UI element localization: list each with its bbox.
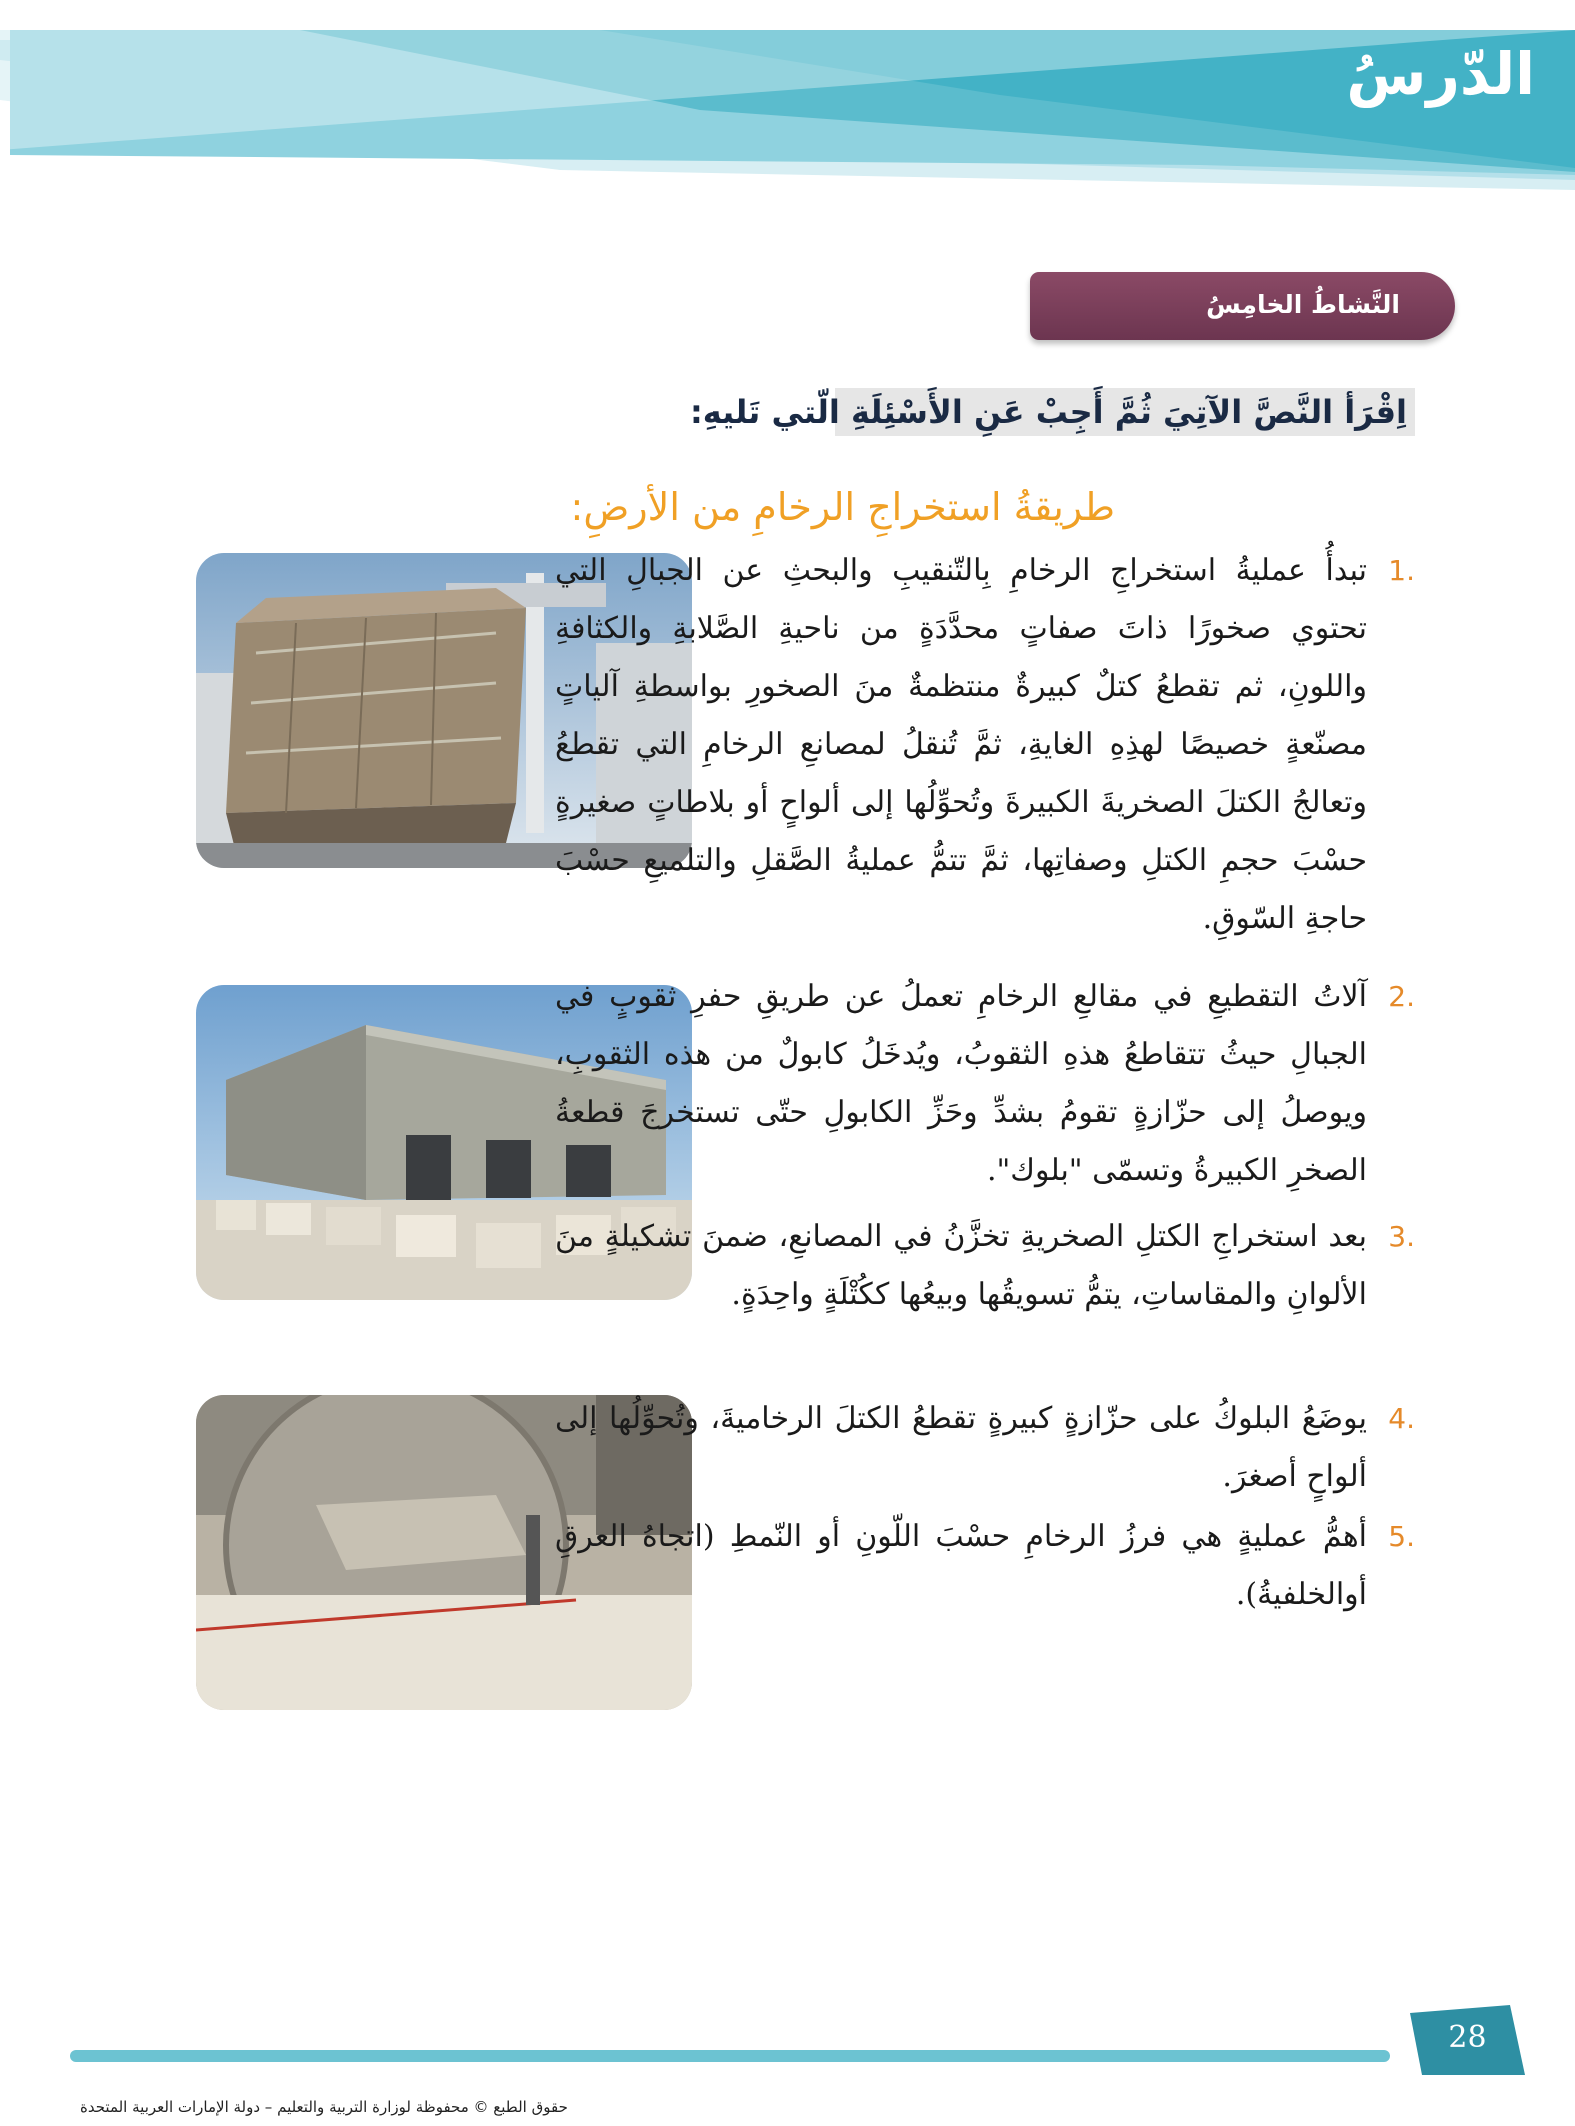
footer-bar [70, 2050, 1390, 2062]
text-item-1 [555, 542, 1415, 948]
item-number: .3 [1388, 1220, 1415, 1253]
section-title: طريقةُ استخراجِ الرخامِ من الأرضِ: [570, 485, 1115, 529]
text-item-4 [555, 1390, 1415, 1506]
copyright-text: حقوق الطبع © محفوظة لوزارة التربية والتعليم – دولة الإمارات العربية المتحدة [80, 2098, 568, 2116]
item-text: آلاتُ التقطيعِ في مقالعِ الرخامِ تعملُ عن طريقِ حفرِ ثقوبٍ في الجبالِ حيثُ تتقاطعُ هذهِ الثقوبُ، ويُدخَلُ كابولٌ من هذه الثقوبِ، ويوصلُ إلى حزّازةٍ تقومُ بشدِّ وحَزِّ الكابولِ حتّى تستخرجَ قطعةُ الصخرِ الكبيرةُ وتسمّى "بلوك". [555, 979, 1367, 1188]
lesson-title: الدّرسُ [1346, 40, 1535, 108]
activity-label: النَّشاطُ الخامِسُ [1206, 290, 1400, 319]
item-text: أهمُّ عمليةٍ هي فرزُ الرخامِ حسْبَ اللّونِ أو النّمطِ (اتجاهُ العرقِ أوالخلفيةُ). [555, 1519, 1367, 1612]
text-item-5 [555, 1508, 1415, 1624]
page-number: 28 [1448, 2020, 1487, 2055]
item-number: .2 [1388, 980, 1415, 1013]
instruction-text: اِقْرَأ النَّصَّ الآتِيَ ثُمَّ أَجِبْ عَنِ الأَسْئِلَةِ الّتي تَليهِ: [835, 388, 1415, 436]
header-banner [0, 0, 1575, 200]
item-number: .5 [1388, 1520, 1415, 1553]
item-number: .4 [1388, 1402, 1415, 1435]
activity-tab [1030, 272, 1455, 340]
item-text: بعد استخراجِ الكتلِ الصخريةِ تخزَّنُ في المصانعِ، ضمنَ تشكيلةٍ منَ الألوانِ والمقاساتِ، يتمُّ تسويقُها وبيعُها ككُتْلَةٍ واحِدَةٍ. [555, 1219, 1367, 1312]
text-item-3 [555, 1208, 1415, 1324]
item-number: .1 [1388, 554, 1415, 587]
item-text: تبدأُ عمليةُ استخراجِ الرخامِ بِالتّنقيبِ والبحثِ عن الجبالِ التي تحتوي صخورًا ذاتَ صفاتٍ محدَّدَةٍ من ناحيةِ الصَّلابةِ والكثافةِ واللونِ، ثم تقطعُ كتلٌ كبيرةٌ منتظمةٌ منَ الصخورِ بواسطةِ آلياتٍ مصنّعةٍ خصيصًا لهذِهِ الغايةِ، ثمَّ تُنقلُ لمصانعِ الرخامِ التي تقطعُ وتعالجُ الكتلَ الصخريةَ الكبيرةَ وتُحوِّلُها إلى ألواحٍ أو بلاطاتٍ صغيرةٍ حسْبَ حجمِ الكتلِ وصفاتِها، ثمَّ تتمُّ عمليةُ الصَّقلِ والتلميعِ حسْبَ حاجةِ السّوقِ. [555, 553, 1367, 936]
text-item-2 [555, 968, 1415, 1200]
item-text: يوضَعُ البلوكُ على حزّازةٍ كبيرةٍ تقطعُ الكتلَ الرخاميةَ، وتُحوِّلُها إلى ألواحٍ أصغرَ. [555, 1401, 1367, 1494]
